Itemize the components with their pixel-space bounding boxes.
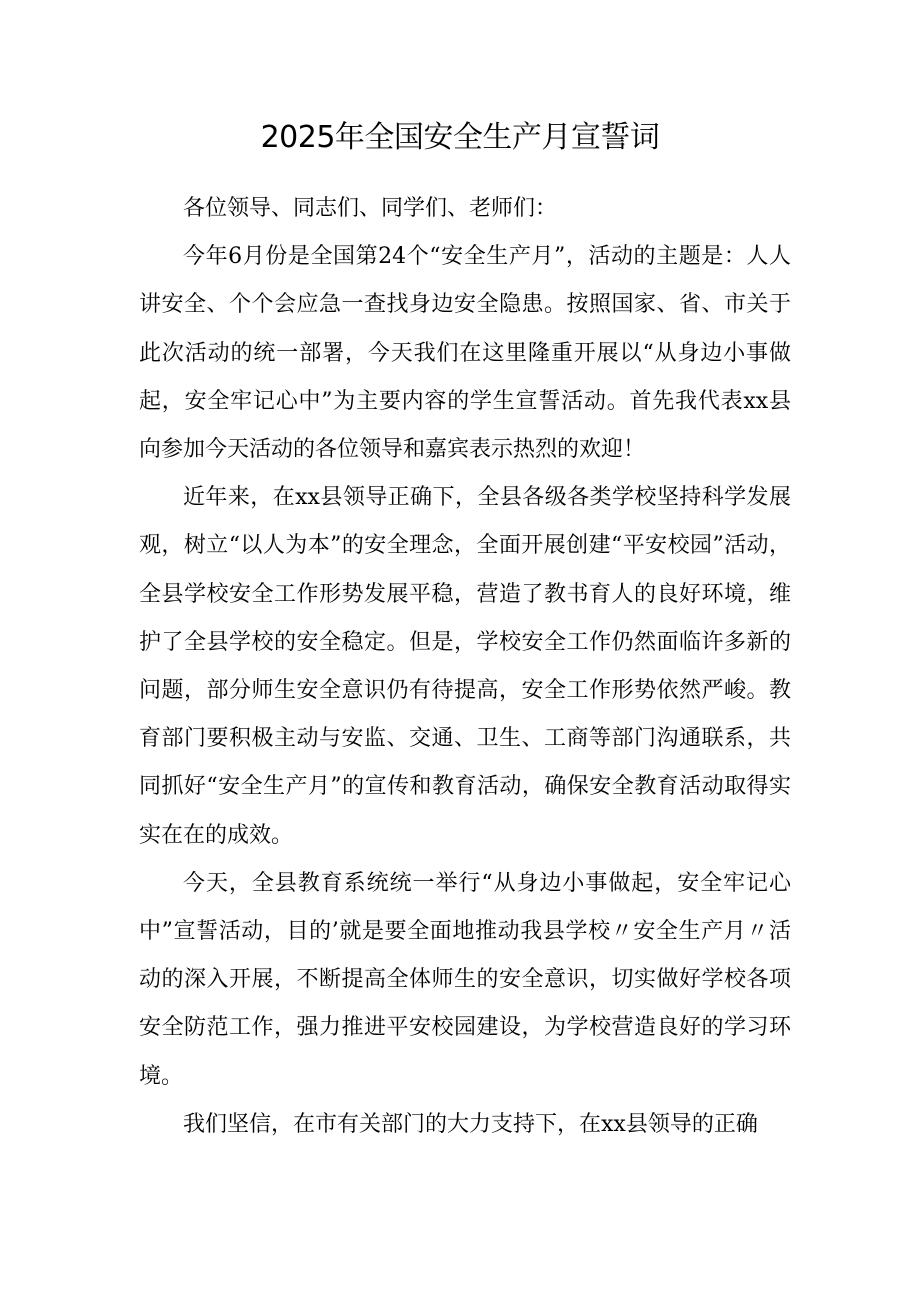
document-body [139, 185, 791, 1149]
document-title: 2025年全国安全生产月宣誓词 [260, 120, 660, 155]
body-paragraph: 近年来，在xx县领导正确下，全县各级各类学校坚持科学发展观，树立“以人为本”的安全理念，全面开展创建“平安校园”活动，全县学校安全工作形势发展平稳，营造了教书育人的良好环境，维护了全县学校的安全稳定。但是，学校安全工作仍然面临许多新的问题，部分师生安全意识仍有待提高，安全工作形势依然严峻。教育部门要积极主动与安监、交通、卫生、工商等部门沟通联系，共同抓好“安全生产月”的宣传和教育活动，确保安全教育活动取得实实在在的成效。 [139, 485, 791, 848]
body-paragraph: 今天，全县教育系统统一举行“从身边小事做起，安全牢记心中”宣誓活动，目的’就是要全面地推动我县学校〃安全生产月〃活动的深入开展，不断提高全体师生的安全意识，切实做好学校各项安全防范工作，强力推进平安校园建设，为学校营造良好的学习环境。 [139, 870, 791, 1089]
body-paragraph: 我们坚信，在市有关部门的大力支持下，在xx县领导的正确 [183, 1111, 758, 1137]
salutation-paragraph: 各位领导、同志们、同学们、老师们： [183, 196, 558, 221]
body-paragraph: 今年6月份是全国第24个“安全生产月”，活动的主题是：人人讲安全、个个会应急一查找身边安全隐患。按照国家、省、市关于此次活动的统一部署，今天我们在这里隆重开展以“从身边小事做起，安全牢记心中”为主要内容的学生宣誓活动。首先我代表xx县向参加今天活动的各位领导和嘉宾表示热烈的欢迎！ [139, 244, 791, 463]
